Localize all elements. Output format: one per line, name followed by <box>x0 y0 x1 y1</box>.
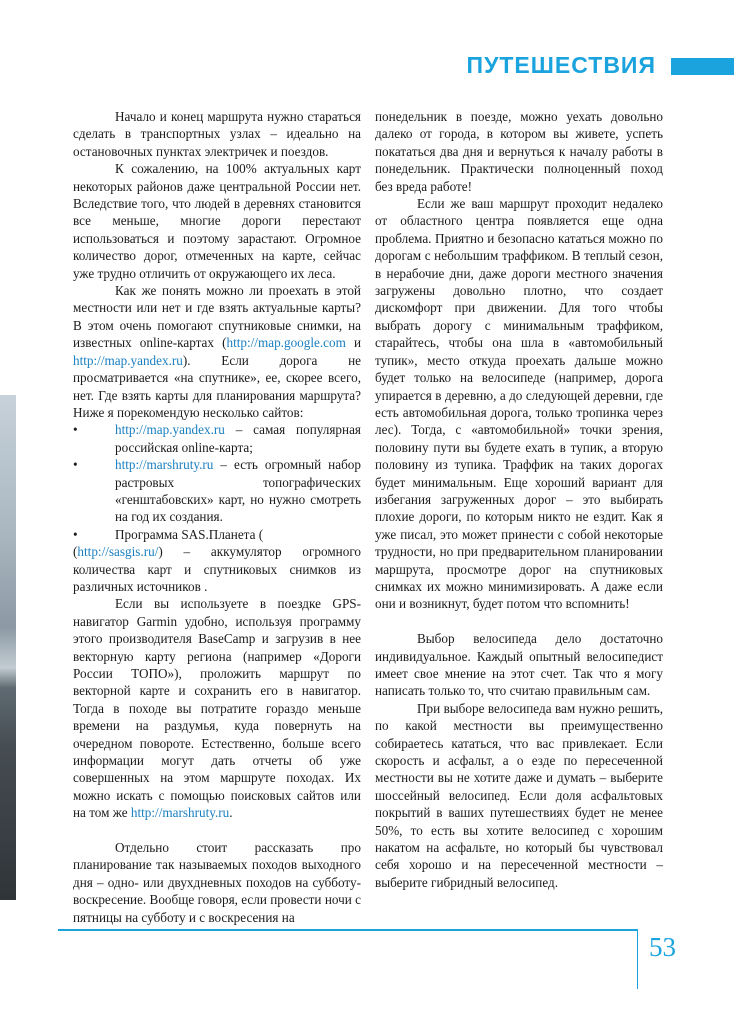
header-accent-bar <box>671 58 734 75</box>
paragraph <box>73 282 361 421</box>
text: ) – аккумулятор огромного количества карт и спутниковых снимков из различных источников . <box>73 544 361 594</box>
page-number: 53 <box>649 932 676 962</box>
marshruty-link[interactable]: http://marshruty.ru <box>115 457 214 473</box>
paragraph: Отдельно стоит рассказать про планирование так называемых походов выходного дня – одно- или двухдневных походов на субботу-воскресение. Вообще говоря, если провести ночи с пятницы на субботу и с воскресения на <box>73 840 361 925</box>
paragraph: (http://sasgis.ru/) – аккумулятор огромного количества карт и спутниковых снимков из различных источников . <box>73 544 361 594</box>
paragraph: Если же ваш маршрут проходит недалеко от областного центра появляется еще одна проблема. Приятно и безопасно кататься можно по дорогам с небольшим траффиком. В теплый сезон, в нерабочие дни, даже дороги местного значения загружены довольно плотно, что создает дискомфорт при движении. Для того чтобы выбрать дорогу с минимальным траффиком, старайтесь, чтобы она шла в «автомобильный тупик», место откуда проехать дальше можно будет только на велосипеде (например, дорога упирается в деревню, а до следующей деревни, где есть автомобильная дорога, только тропинка через лес). Тогда, с «автомобильной» точки зрения, половину пути вы будете ехать в тупик, а вторую половину из тупика. Траффик на таких дорогах будет минимальным. Еще хороший вариант для избегания загруженных дорог – это выбирать плохие дороги, по которым никто не ездит. Как я уже писал, это может принести с собой некоторые трудности, но при предварительном планировании маршрута, просмотре дорог на спутниковых снимках их можно минимизировать. А даже если они и возникнут, будет потом что вспомнить! <box>375 196 663 612</box>
list-item <box>73 526 361 543</box>
text: – самая популярная российская online-карта; <box>115 422 361 455</box>
text: ). Если дорога не просматривается «на спутнике», ее, скорее всего, нет. Где взять карты для планирования маршрута? Ниже я порекомендую несколько сайтов: <box>73 352 361 420</box>
google-maps-link[interactable]: http://map.google.com <box>226 335 346 351</box>
yandex-maps-link[interactable]: http://map.yandex.ru <box>73 352 183 368</box>
text: Как же понять можно ли проехать в этой местности или нет и где взять актуальные карты? В этом очень помогают спутниковые снимки, на известных online-картах ( <box>73 283 361 351</box>
sasgis-link[interactable]: http://sasgis.ru/ <box>77 544 159 560</box>
text: – есть огромный набор растровых топографических «генштабовских» карт, но нужно смотреть на год их создания. <box>115 457 361 525</box>
list-item <box>73 456 361 526</box>
paragraph: Выбор велосипеда дело достаточно индивидуальное. Каждый опытный велосипедист имеет свое мнение на этот счет. Так что я могу написать только то, что считаю правильным сам. <box>375 631 663 699</box>
paragraph: К сожалению, на 100% актуальных карт некоторых районов даже центральной России нет. Вследствие того, что людей в деревнях становится все меньше, многие дороги перестают использоваться и поэтому зарастают. Огромное количество дорог, отмеченных на карте, сейчас уже трудно отличить от окружающего их леса. <box>73 161 361 281</box>
section-title: ПУТЕШЕСТВИЯ <box>466 52 656 78</box>
footer-rule <box>58 929 637 931</box>
yandex-maps-link[interactable]: http://map.yandex.ru <box>115 422 225 438</box>
text: и <box>345 335 362 351</box>
sites-list <box>73 421 361 543</box>
paragraph: При выборе велосипеда вам нужно решить, по какой местности вы преимущественно собираетесь кататься, что вас привлекает. Если скорость и асфальт, а о езде по пересеченной местности вы не хотите даже и думать – выберите шоссейный велосипед. Если доля асфальтовых покрытий в ваших путешествиях будет не менее 50%, то есть вы хотите велосипед с хорошим накатом на асфальте, но который бы чувствовал себя хорошо и на пересеченной местности – выберите гибридный велосипед. <box>375 700 663 890</box>
text: Если вы используете в поездке GPS-навигатор Garmin удобно, используя программу этого производителя BaseCamp и загрузив в нее векторную карту региона (например «Дороги России ТОПО»), проложить маршрут по векторной карте и сохранить его в навигатор. Тогда в походе вы потратите гораздо меньше времени на раздумья, куда повернуть на очередном повороте. Естественно, больше всего информации могут дать отчеты об уже совершенных на этом маршруте походах. Их можно искать с помощью поисковых сайтов или на том же <box>73 596 361 821</box>
text: . <box>229 805 233 821</box>
list-item <box>73 421 361 456</box>
side-photo-strip <box>0 395 16 900</box>
right-column <box>375 108 663 891</box>
paragraph: понедельник в поезде, можно уехать довольно далеко от города, в котором вы живете, успеть покататься два дня и вернуться к началу работы в понедельник. Практически полноценный поход без вреда работе! <box>375 109 663 194</box>
footer-divider <box>637 929 638 989</box>
paragraph: Начало и конец маршрута нужно стараться сделать в транспортных узлах – идеально на остановочных пунктах электричек и поездов. <box>73 109 361 159</box>
left-column <box>73 108 361 926</box>
marshruty-link[interactable]: http://marshruty.ru <box>130 805 230 821</box>
text: Программа SAS.Планета ( <box>115 526 264 542</box>
paragraph <box>73 595 361 821</box>
